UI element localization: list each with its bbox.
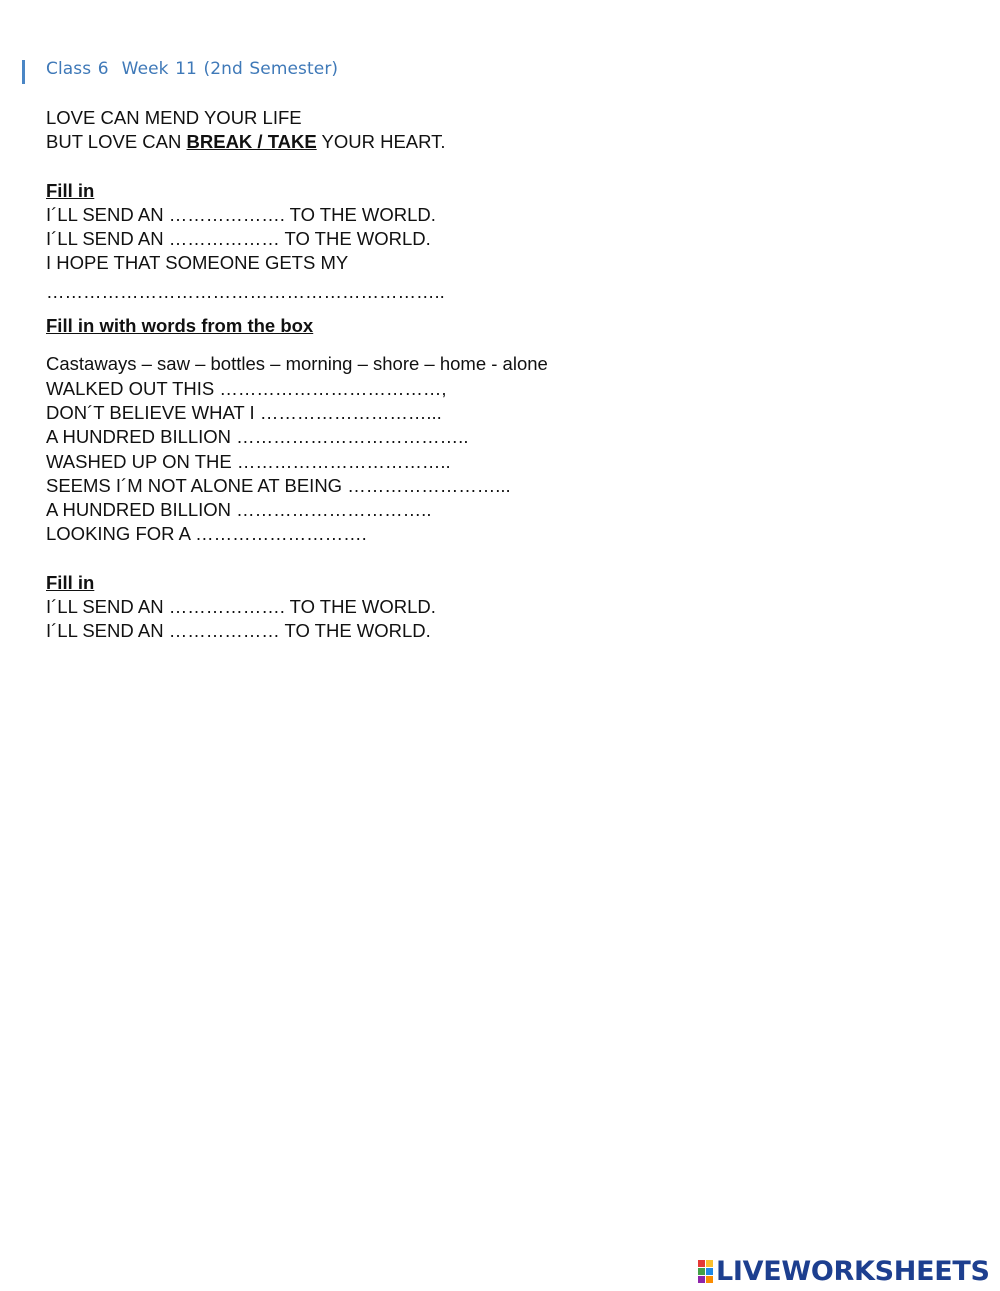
liveworksheets-logo [698,1257,990,1285]
section-1-line[interactable]: ……………………………………………………….. [46,280,445,302]
logo-text: LIVEWORKSHEETS [716,1255,990,1287]
section-3-line[interactable]: I´LL SEND AN ……………… TO THE WORLD. [46,620,431,642]
section-2-line[interactable]: A HUNDRED BILLION ………………………….. [46,499,432,521]
logo-cell [706,1268,713,1275]
section-2-line[interactable]: A HUNDRED BILLION ……………………………….. [46,426,469,448]
section-1-heading: Fill in [46,179,95,201]
logo-grid-icon [698,1260,713,1283]
section-2-line[interactable]: WALKED OUT THIS ………………………………, [46,377,447,399]
worksheet-content [46,106,946,644]
logo-cell [706,1276,713,1283]
section-2-line[interactable]: SEEMS I´M NOT ALONE AT BEING ……………………... [46,474,511,496]
logo-cell [706,1260,713,1267]
intro-answer[interactable]: BREAK / TAKE [186,131,317,153]
logo-cell [698,1276,705,1283]
section-2-line[interactable]: WASHED UP ON THE …………………………….. [46,450,451,472]
section-1-line[interactable]: I´LL SEND AN ………………. TO THE WORLD. [46,203,436,225]
section-2-line[interactable]: LOOKING FOR A ………………………. [46,523,367,545]
intro-line-2-before: BUT LOVE CAN [46,131,187,153]
intro-line-2-after: YOUR HEART. [316,131,446,153]
intro-line-1: LOVE CAN MEND YOUR LIFE [46,107,302,128]
logo-cell [698,1268,705,1275]
section-1-line[interactable]: I´LL SEND AN ……………… TO THE WORLD. [46,228,431,250]
page-title: Class 6 Week 11 (2nd Semester) [46,59,339,79]
intro-line-2 [46,130,946,154]
logo-cell [698,1260,705,1267]
section-2-line[interactable]: DON´T BELIEVE WHAT I ………………………... [46,401,442,423]
section-2-heading: Fill in with words from the box [46,315,314,337]
word-box: Castaways – saw – bottles – morning – shore – home - alone [46,353,548,375]
section-3-line[interactable]: I´LL SEND AN ………………. TO THE WORLD. [46,596,436,618]
section-1-line: I HOPE THAT SOMEONE GETS MY [46,252,349,274]
section-3-heading: Fill in [46,571,95,593]
header-accent-bar [22,60,25,84]
